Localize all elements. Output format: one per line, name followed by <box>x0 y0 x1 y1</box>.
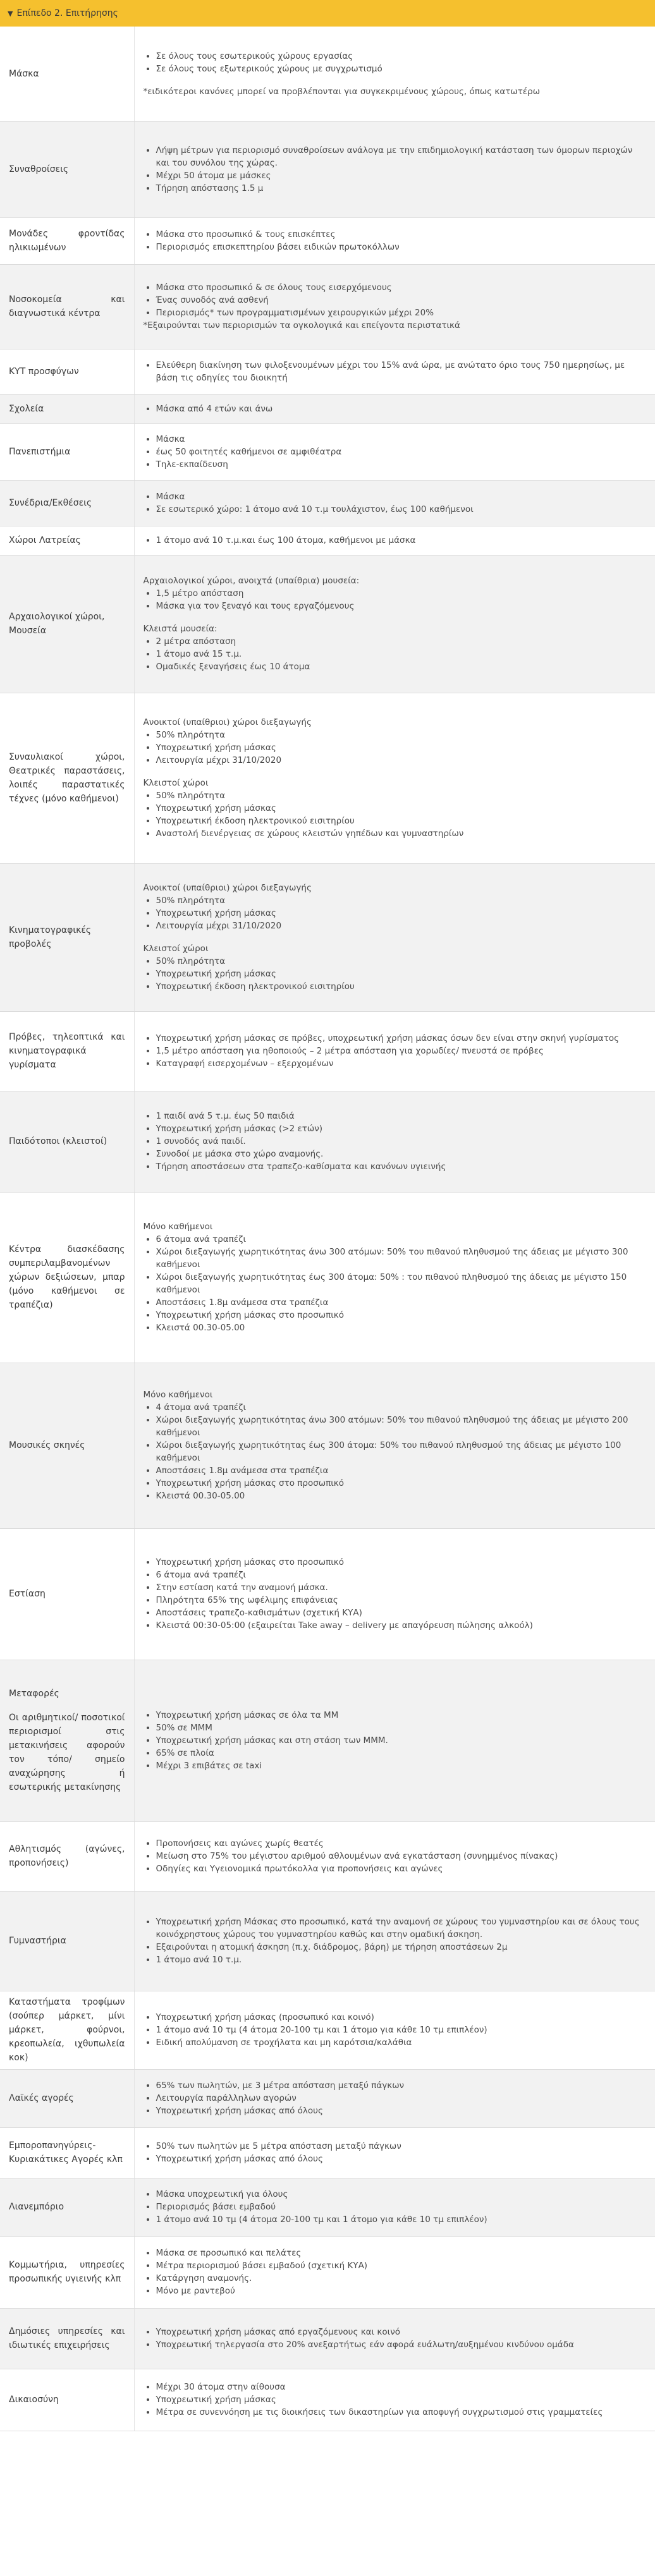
row-content-cell <box>134 1192 655 1363</box>
list-item: • 1 άτομο ανά 10 τ.μ. <box>156 1953 647 1966</box>
list-item: • 6 άτομα ανά τραπέζι <box>156 1569 647 1581</box>
bullet-list <box>144 144 647 195</box>
list-item: • Κλειστά 00.30-05.00 <box>156 1321 647 1334</box>
row-label-cell <box>0 526 134 555</box>
row-content-cell <box>134 863 655 1011</box>
row-label-cell <box>0 1011 134 1091</box>
list-item: • Υποχρεωτική χρήση μάσκας στο προσωπικό <box>156 1556 647 1569</box>
row-label-cell <box>0 1363 134 1528</box>
bullet-list <box>144 1709 647 1772</box>
list-item: • Μάσκα στο προσωπικό & σε όλους τους εισερχόμενους <box>156 281 647 294</box>
row-label-cell <box>0 2236 134 2308</box>
table-row <box>0 27 655 121</box>
list-item: • Χώροι διεξαγωγής χωρητικότητας άνω 300 ατόμων: 50% του πιθανού πληθυσμού της άδειας με μέγιστο 200 καθήμενοι <box>156 1414 647 1439</box>
row-label: Νοσοκομεία και διαγνωστικά κέντρα <box>9 295 125 319</box>
list-item: • Υποχρεωτική χρήση μάσκας <box>156 2393 647 2406</box>
list-item: • Περιορισμός* των προγραμματισμένων χειρουργικών μέχρι 20% <box>156 307 647 319</box>
row-label: Λαϊκές αγορές <box>9 2093 74 2103</box>
list-item: • Χώροι διεξαγωγής χωρητικότητας άνω 300 ατόμων: 50% του πιθανού πληθυσμού της άδειας με μέγιστο 300 καθήμενοι <box>156 1246 647 1271</box>
list-item: • Υποχρεωτική χρήση Μάσκας στο προσωπικό, κατά την αναμονή σε χώρους του γυμναστηρίου και σε όλους τους κοινόχρηστους χώρους του γυμναστηρίου καθώς και στην ομαδική άσκηση. <box>156 1916 647 1941</box>
row-label-cell <box>0 2308 134 2369</box>
list-item: • Μέτρα περιορισμού βάσει εμβαδού (σχετική ΚΥΑ) <box>156 2259 647 2272</box>
row-label: Εστίαση <box>9 1589 46 1599</box>
content-paragraph: Κλειστά μουσεία: <box>143 624 217 634</box>
row-label-cell <box>0 121 134 217</box>
list-item: • Μάσκα <box>156 433 647 446</box>
row-label: Συνέδρια/Εκθέσεις <box>9 498 92 508</box>
list-item: • Υποχρεωτική έκδοση ηλεκτρονικού εισιτηρίου <box>156 815 647 827</box>
list-item: • Μάσκα <box>156 490 647 503</box>
content-paragraph: Ανοικτοί (υπαίθριοι) χώροι διεξαγωγής <box>143 717 312 727</box>
list-item: • Υποχρεωτική χρήση μάσκας από εργαζόμενους και κοινό <box>156 2326 647 2338</box>
row-label-cell <box>0 1891 134 1991</box>
list-item: • Ένας συνοδός ανά ασθενή <box>156 294 647 307</box>
row-label-cell <box>0 1192 134 1363</box>
list-item: • Υποχρεωτική χρήση μάσκας <box>156 968 647 980</box>
content-paragraph: Κλειστοί χώροι <box>143 944 209 954</box>
bullet-list <box>144 635 647 673</box>
list-item: • 50% πληρότητα <box>156 729 647 741</box>
list-item: • Κλειστά 00:30-05:00 (εξαιρείται Take away – delivery με απαγόρευση πώλησης αλκοόλ) <box>156 1619 647 1632</box>
list-item: • Υποχρεωτική χρήση μάσκας <box>156 802 647 815</box>
row-label: Πανεπιστήμια <box>9 447 71 457</box>
row-label: Κομμωτήρια, υπηρεσίες προσωπικής υγιεινής κλπ <box>9 2260 125 2284</box>
row-label-cell <box>0 555 134 693</box>
table-row <box>0 2308 655 2369</box>
list-item: • Υποχρεωτική χρήση μάσκας στο προσωπικό <box>156 1477 647 1490</box>
row-content-cell <box>134 1991 655 2069</box>
row-label: Μονάδες φροντίδας ηλικιωμένων <box>9 229 125 253</box>
row-content-cell <box>134 526 655 555</box>
list-item: • Υποχρεωτική έκδοση ηλεκτρονικού εισιτηρίου <box>156 980 647 993</box>
row-content-cell <box>134 217 655 264</box>
list-item: • Υποχρεωτική χρήση μάσκας σε πρόβες, υποχρεωτική χρήση μάσκας όσων δεν είναι στην σκηνή γυρίσματος <box>156 1032 647 1045</box>
list-item: • Κατάργηση αναμονής. <box>156 2272 647 2285</box>
table-row <box>0 349 655 394</box>
row-label-cell <box>0 1528 134 1660</box>
content-paragraph: Ανοικτοί (υπαίθριοι) χώροι διεξαγωγής <box>143 883 312 893</box>
list-item: • Σε όλους τους εξωτερικούς χώρους με συγχρωτισμό <box>156 63 647 75</box>
table-row <box>0 2069 655 2127</box>
list-item: • 50% πληρότητα <box>156 894 647 907</box>
bullet-list <box>144 1556 647 1632</box>
row-content-cell <box>134 1891 655 1991</box>
row-content-cell <box>134 1091 655 1192</box>
row-label: Δικαιοσύνη <box>9 2395 59 2405</box>
spacer <box>9 1701 125 1711</box>
row-label: Αρχαιολογικοί χώροι, Μουσεία <box>9 612 105 636</box>
list-item: • Περιορισμός επισκεπτηρίου βάσει ειδικών πρωτοκόλλων <box>156 241 647 253</box>
table-row <box>0 2236 655 2308</box>
row-label: Μουσικές σκηνές <box>9 1440 85 1450</box>
spacer <box>144 75 647 85</box>
row-label: Λιανεμπόριο <box>9 2202 64 2212</box>
list-item: • Μάσκα σε προσωπικό και πελάτες <box>156 2247 647 2259</box>
section-header[interactable] <box>0 0 655 27</box>
list-item: • Μάσκα υποχρεωτική για όλους <box>156 2188 647 2201</box>
row-content-cell <box>134 349 655 394</box>
table-row <box>0 1192 655 1363</box>
row-label: Συναθροίσεις <box>9 164 69 174</box>
row-label: Πρόβες, τηλεοπτικά και κινηματογραφικά γυρίσματα <box>9 1032 125 1070</box>
list-item: • Υποχρεωτική χρήση μάσκας από όλους <box>156 2105 647 2117</box>
bullet-list <box>144 1032 647 1070</box>
row-content-cell <box>134 423 655 480</box>
table-row <box>0 1363 655 1528</box>
list-item: • Υποχρεωτική χρήση μάσκας από όλους <box>156 2153 647 2165</box>
bullet-list <box>144 2326 647 2351</box>
table-row <box>0 526 655 555</box>
list-item: • Κλειστά 00.30-05.00 <box>156 1490 647 1502</box>
list-item: • Σε εσωτερικό χώρο: 1 άτομο ανά 10 τ.μ τουλάχιστον, έως 100 καθήμενοι <box>156 503 647 516</box>
table-row <box>0 1528 655 1660</box>
row-label-cell <box>0 2178 134 2236</box>
row-label-cell <box>0 349 134 394</box>
bullet-list <box>144 1233 647 1334</box>
table-row <box>0 1821 655 1891</box>
list-item: • Μάσκα για τον ξεναγό και τους εργαζόμενους <box>156 600 647 612</box>
list-item: • 1 παιδί ανά 5 τ.μ. έως 50 παιδιά <box>156 1110 647 1122</box>
list-item: • Ειδική απολύμανση σε τροχήλατα και μη καρότσια/καλάθια <box>156 2036 647 2049</box>
row-content-cell <box>134 1821 655 1891</box>
row-content-cell <box>134 2069 655 2127</box>
list-item: • 65% των πωλητών, με 3 μέτρα απόσταση μεταξύ πάγκων <box>156 2079 647 2092</box>
row-label: Καταστήματα τροφίμων (σούπερ μάρκετ, μίνι μάρκετ, φούρνοι, κρεοπωλεία, ιχθυπωλεία κοκ) <box>9 1997 125 2063</box>
spacer <box>144 767 647 777</box>
measures-table-body <box>0 27 655 2431</box>
table-row <box>0 1991 655 2069</box>
list-item: • Υποχρεωτική χρήση μάσκας στο προσωπικό <box>156 1309 647 1321</box>
bullet-list <box>144 2011 647 2049</box>
spacer <box>144 612 647 623</box>
list-item: • Μείωση στο 75% του μέγιστου αριθμού αθλουμένων ανά εγκατάσταση (συνημμένος πίνακας) <box>156 1850 647 1862</box>
list-item: • Περιορισμός βάσει εμβαδού <box>156 2201 647 2213</box>
row-label: Χώροι Λατρείας <box>9 535 81 545</box>
list-item: • Ομαδικές ξεναγήσεις έως 10 άτομα <box>156 660 647 673</box>
bullet-list <box>144 1110 647 1173</box>
list-item: • Σε όλους τους εσωτερικούς χώρους εργασίας <box>156 50 647 63</box>
table-row <box>0 121 655 217</box>
table-row <box>0 2127 655 2178</box>
row-content-cell <box>134 555 655 693</box>
list-item: • Οδηγίες και Υγειονομικά πρωτόκολλα για προπονήσεις και αγώνες <box>156 1862 647 1875</box>
list-item: • Υποχρεωτική χρήση μάσκας και στη στάση των ΜΜΜ. <box>156 1734 647 1747</box>
list-item: • 1 συνοδός ανά παιδί. <box>156 1135 647 1148</box>
row-label-cell <box>0 423 134 480</box>
bullet-list <box>144 228 647 253</box>
bullet-list <box>144 789 647 840</box>
row-label: Γυμναστήρια <box>9 1936 66 1946</box>
measures-table <box>0 27 655 2431</box>
table-row <box>0 1011 655 1091</box>
table-row <box>0 1091 655 1192</box>
list-item: • Υποχρεωτική τηλεργασία στο 20% ανεξαρτήτως εάν αφορά ευάλωτη/αυξημένου κινδύνου ομάδα <box>156 2338 647 2351</box>
row-content-cell <box>134 2127 655 2178</box>
table-row <box>0 423 655 480</box>
row-content-cell <box>134 693 655 863</box>
row-label: Μεταφορές <box>9 1689 59 1699</box>
list-item: • Εξαιρούνται η ατομική άσκηση (π.χ. διάδρομος, βάρη) με τήρηση αποστάσεων 2μ <box>156 1941 647 1953</box>
list-item: • 50% πληρότητα <box>156 789 647 802</box>
list-item: • 1 άτομο ανά 15 τ.μ. <box>156 648 647 660</box>
list-item: • Λήψη μέτρων για περιορισμό συναθροίσεων ανάλογα με την επιδημιολογική κατάσταση των όμορων περιοχών και του συνόλου της χώρας. <box>156 144 647 169</box>
row-label-cell <box>0 2069 134 2127</box>
bullet-list <box>144 403 647 415</box>
row-label: Εμποροπανηγύρεις-Κυριακάτικες Αγορές κλπ <box>9 2141 123 2165</box>
bullet-list <box>144 2247 647 2297</box>
bullet-list <box>144 433 647 471</box>
row-label-cell <box>0 1660 134 1821</box>
list-item: • Μέχρι 3 επιβάτες σε taxi <box>156 1759 647 1772</box>
list-item: • 1 άτομο ανά 10 τ.μ.και έως 100 άτομα, καθήμενοι με μάσκα <box>156 534 647 547</box>
list-item: • Αποστάσεις 1.8μ ανάμεσα στα τραπέζια <box>156 1296 647 1309</box>
section-title: Επίπεδο 2. Επιτήρησης <box>16 8 118 18</box>
row-content-cell <box>134 2308 655 2369</box>
list-item: • Τηλε-εκπαίδευση <box>156 458 647 471</box>
content-paragraph: *ειδικότεροι κανόνες μπορεί να προβλέπονται για συγκεκριμένους χώρους, όπως κατωτέρω <box>143 86 540 97</box>
bullet-list <box>144 1401 647 1502</box>
list-item: • 6 άτομα ανά τραπέζι <box>156 1233 647 1246</box>
list-item: • Χώροι διεξαγωγής χωρητικότητας έως 300 άτομα: 50% του πιθανού πληθυσμού της άδειας με μέγιστο 100 καθήμενοι <box>156 1439 647 1464</box>
list-item: • Τήρηση αποστάσεων στα τραπεζο-καθίσματα και κανόνων υγιεινής <box>156 1160 647 1173</box>
bullet-list <box>144 359 647 384</box>
list-item: • Χώροι διεξαγωγής χωρητικότητας έως 300 άτομα: 50% : του πιθανού πληθυσμού της άδειας με μέγιστο 150 καθήμενοι <box>156 1271 647 1296</box>
row-content-cell <box>134 264 655 349</box>
list-item: • Αναστολή διενέργειας σε χώρους κλειστών γηπέδων και γυμναστηρίων <box>156 827 647 840</box>
list-item: • 2 μέτρα απόσταση <box>156 635 647 648</box>
row-label-cell <box>0 394 134 423</box>
row-label-cell <box>0 264 134 349</box>
list-item: • Λειτουργία παράλληλων αγορών <box>156 2092 647 2105</box>
row-content-cell <box>134 1528 655 1660</box>
row-content-cell <box>134 2369 655 2431</box>
list-item: • Υποχρεωτική χρήση μάσκας (προσωπικό και κοινό) <box>156 2011 647 2024</box>
row-content-cell <box>134 2236 655 2308</box>
list-item: • Υποχρεωτική χρήση μάσκας (>2 ετών) <box>156 1122 647 1135</box>
table-row <box>0 264 655 349</box>
row-label-cell <box>0 480 134 526</box>
bullet-list <box>144 729 647 767</box>
bullet-list <box>144 2079 647 2117</box>
list-item: • 1 άτομο ανά 10 τμ (4 άτομα 20-100 τμ και 1 άτομο για κάθε 10 τμ επιπλέον) <box>156 2024 647 2036</box>
row-content-cell <box>134 394 655 423</box>
row-label-note: Οι αριθμητικοί/ ποσοτικοί περιορισμοί στις μετακινήσεις αφορούν τον τόπο/ σημείο αναχώρησης ή εσωτερικής μετακίνησης <box>9 1713 125 1792</box>
table-row <box>0 217 655 264</box>
row-label: Αθλητισμός (αγώνες, προπονήσεις) <box>9 1844 125 1868</box>
list-item: • Πληρότητα 65% της ωφέλιμης επιφάνειας <box>156 1594 647 1607</box>
bullet-list <box>144 534 647 547</box>
row-label-cell <box>0 2369 134 2431</box>
content-paragraph: Κλειστοί χώροι <box>143 778 209 788</box>
row-content-cell <box>134 27 655 121</box>
list-item: • Αποστάσεις 1.8μ ανάμεσα στα τραπέζια <box>156 1464 647 1477</box>
bullet-list <box>144 2188 647 2226</box>
bullet-list <box>144 2381 647 2419</box>
row-content-cell <box>134 1011 655 1091</box>
list-item: • Μέτρα σε συνεννόηση με τις διοικήσεις των δικαστηρίων για αποφυγή συγχρωτισμού στις γραμματείες <box>156 2406 647 2419</box>
row-label-cell <box>0 1091 134 1192</box>
bullet-list <box>144 955 647 993</box>
content-paragraph: *Εξαιρούνται των περιορισμών τα ογκολογικά και επείγοντα περιστατικά <box>143 320 460 331</box>
list-item: • Μέχρι 30 άτομα στην αίθουσα <box>156 2381 647 2393</box>
list-item: • Λειτουργία μέχρι 31/10/2020 <box>156 754 647 767</box>
row-label: Παιδότοποι (κλειστοί) <box>9 1136 107 1146</box>
row-content-cell <box>134 1363 655 1528</box>
bullet-list <box>144 2140 647 2165</box>
table-row <box>0 555 655 693</box>
list-item: • 1,5 μέτρο απόσταση για ηθοποιούς – 2 μέτρα απόσταση για χορωδίες/ πνευστά σε πρόβες <box>156 1045 647 1057</box>
caret-down-icon: ▼ <box>8 9 13 18</box>
list-item: • Τήρηση απόστασης 1.5 μ <box>156 182 647 195</box>
table-row <box>0 2369 655 2431</box>
row-label: Συναυλιακοί χώροι, Θεατρικές παραστάσεις, λοιπές παραστατικές τέχνες (μόνο καθήμενοι) <box>9 752 125 804</box>
row-label-cell <box>0 693 134 863</box>
row-content-cell <box>134 1660 655 1821</box>
list-item: • Αποστάσεις τραπεζο-καθισμάτων (σχετική ΚΥΑ) <box>156 1607 647 1619</box>
row-content-cell <box>134 2178 655 2236</box>
row-label: Δημόσιες υπηρεσίες και ιδιωτικές επιχειρήσεις <box>9 2326 125 2350</box>
row-label-cell <box>0 217 134 264</box>
list-item: • 4 άτομα ανά τραπέζι <box>156 1401 647 1414</box>
row-label-cell <box>0 1821 134 1891</box>
row-label-cell <box>0 27 134 121</box>
list-item: • 65% σε πλοία <box>156 1747 647 1759</box>
table-row <box>0 394 655 423</box>
table-row <box>0 1891 655 1991</box>
content-paragraph: Αρχαιολογικοί χώροι, ανοιχτά (υπαίθρια) μουσεία: <box>143 576 360 586</box>
row-label: Σχολεία <box>9 404 44 414</box>
list-item: • Καταγραφή εισερχομένων – εξερχομένων <box>156 1057 647 1070</box>
list-item: • Προπονήσεις και αγώνες χωρίς θεατές <box>156 1837 647 1850</box>
bullet-list <box>144 1837 647 1875</box>
row-label: Κέντρα διασκέδασης συμπεριλαμβανομένων χώρων δεξιώσεων, μπαρ (μόνο καθήμενοι σε τραπέζια) <box>9 1244 125 1310</box>
list-item: • Συνοδοί με μάσκα στο χώρο αναμονής. <box>156 1148 647 1160</box>
row-label-cell <box>0 863 134 1011</box>
table-row <box>0 480 655 526</box>
bullet-list <box>144 281 647 319</box>
list-item: • έως 50 φοιτητές καθήμενοι σε αμφιθέατρα <box>156 446 647 458</box>
table-row <box>0 1660 655 1821</box>
list-item: • Μέχρι 50 άτομα με μάσκες <box>156 169 647 182</box>
bullet-list <box>144 490 647 516</box>
list-item: • 1 άτομο ανά 10 τμ (4 άτομα 20-100 τμ και 1 άτομο για κάθε 10 τμ επιπλέον) <box>156 2213 647 2226</box>
list-item: • Μάσκα από 4 ετών και άνω <box>156 403 647 415</box>
content-paragraph: Μόνο καθήμενοι <box>143 1222 213 1232</box>
list-item: • Λειτουργία μέχρι 31/10/2020 <box>156 920 647 932</box>
bullet-list <box>144 587 647 612</box>
list-item: • 50% πληρότητα <box>156 955 647 968</box>
bullet-list <box>144 894 647 932</box>
row-label: Κινηματογραφικές προβολές <box>9 925 92 949</box>
list-item: • 50% σε ΜΜΜ <box>156 1722 647 1734</box>
content-paragraph: Μόνο καθήμενοι <box>143 1390 213 1400</box>
list-item: • Μόνο με ραντεβού <box>156 2285 647 2297</box>
row-content-cell <box>134 121 655 217</box>
list-item: • Μάσκα στο προσωπικό & τους επισκέπτες <box>156 228 647 241</box>
row-content-cell <box>134 480 655 526</box>
bullet-list <box>144 1916 647 1966</box>
spacer <box>144 932 647 942</box>
row-label-cell <box>0 1991 134 2069</box>
list-item: • Υποχρεωτική χρήση μάσκας <box>156 741 647 754</box>
list-item: • 1,5 μέτρο απόσταση <box>156 587 647 600</box>
list-item: • Υποχρεωτική χρήση μάσκας <box>156 907 647 920</box>
table-row <box>0 693 655 863</box>
bullet-list <box>144 50 647 75</box>
row-label: Μάσκα <box>9 68 39 79</box>
list-item: • Ελεύθερη διακίνηση των φιλοξενουμένων μέχρι του 15% ανά ώρα, με ανώτατο όριο τους 750 ημερησίως, με βάση τις οδηγίες του διοικητή <box>156 359 647 384</box>
row-label: ΚΥΤ προσφύγων <box>9 367 79 377</box>
row-label-cell <box>0 2127 134 2178</box>
list-item: • Υποχρεωτική χρήση μάσκας σε όλα τα ΜΜ <box>156 1709 647 1722</box>
table-row <box>0 2178 655 2236</box>
table-row <box>0 863 655 1011</box>
list-item: • Στην εστίαση κατά την αναμονή μάσκα. <box>156 1581 647 1594</box>
list-item: • 50% των πωλητών με 5 μέτρα απόσταση μεταξύ πάγκων <box>156 2140 647 2153</box>
